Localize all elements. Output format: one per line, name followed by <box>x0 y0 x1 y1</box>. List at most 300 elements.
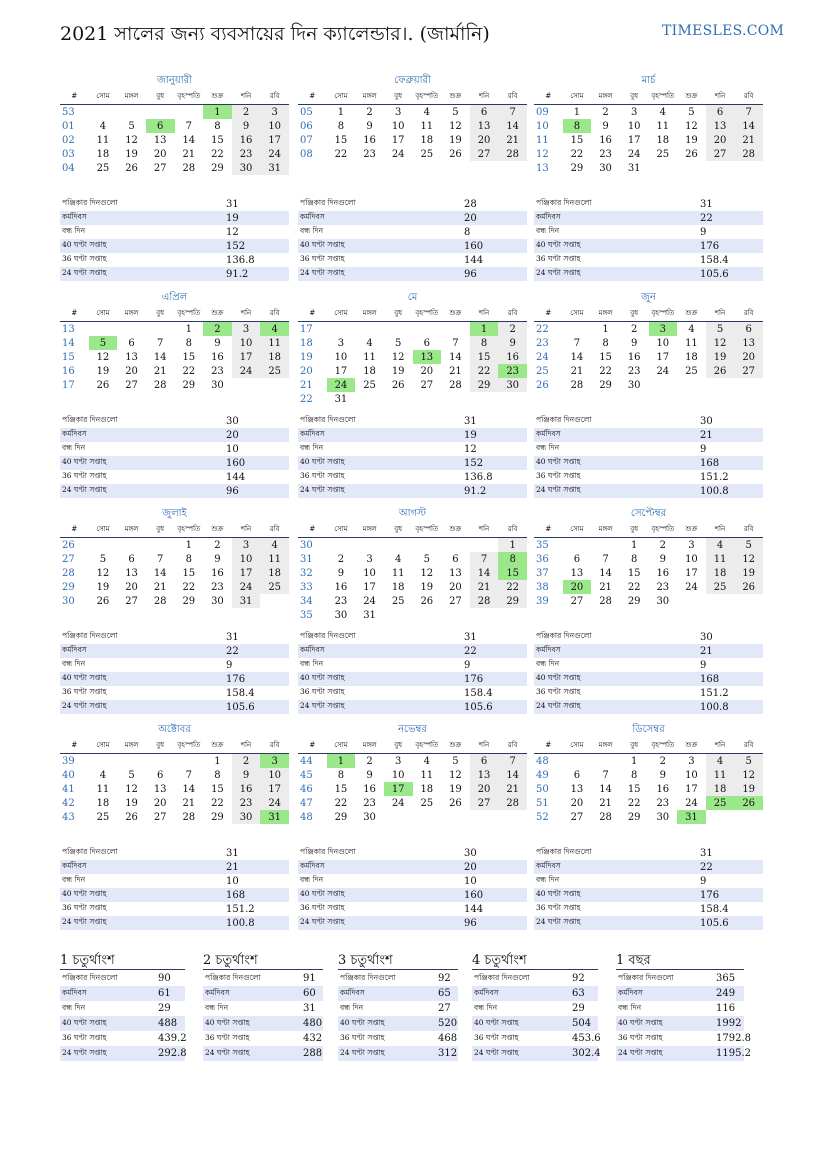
weekday-header: মঙ্গল <box>591 305 620 322</box>
stats-label: 36 ঘণ্টা সপ্তাহ <box>474 1032 519 1042</box>
weekday-header: # <box>534 305 563 322</box>
day-cell: 2 <box>232 754 261 769</box>
week-number: 31 <box>300 553 313 565</box>
stats-value: 30 <box>700 631 713 643</box>
weekday-header: শনি <box>706 305 735 322</box>
empty-day-cell <box>677 161 706 175</box>
day-cell: 31 <box>260 161 289 175</box>
stats-label: 40 ঘণ্টা সপ্তাহ <box>203 1016 303 1031</box>
day-cell: 19 <box>96 365 110 377</box>
empty-day-cell <box>232 378 261 392</box>
weekday-header: শনি <box>470 88 499 105</box>
stats-row <box>298 414 527 428</box>
empty-day-cell <box>260 378 289 392</box>
weekday-header: সোম <box>89 305 118 322</box>
weekday-header: বুধ <box>146 521 175 538</box>
day-cell: 3 <box>649 322 678 337</box>
day-cell: 12 <box>449 120 462 132</box>
stats-label: বন্ধ দিন <box>536 875 560 884</box>
day-cell: 2 <box>659 755 666 767</box>
weekday-header-row <box>298 737 527 754</box>
stats-value: 439.2 <box>158 1033 187 1044</box>
stats-label: বন্ধ দিন <box>62 659 86 668</box>
week-row <box>298 364 527 378</box>
day-cell: 19 <box>125 797 138 809</box>
stats-label: 40 ঘণ্টা সপ্তাহ <box>298 672 464 686</box>
month-calendar <box>534 506 763 608</box>
stats-row <box>616 986 744 1001</box>
day-cell: 27 <box>125 595 138 607</box>
stats-row <box>203 1046 323 1061</box>
month-days-table <box>534 737 763 824</box>
stats-value: 31 <box>303 1003 316 1014</box>
stats-value: 249 <box>716 986 744 1001</box>
day-cell: 25 <box>420 148 434 160</box>
day-cell: 17 <box>685 567 698 579</box>
stats-row <box>60 902 289 916</box>
stats-label: কর্মদিবস <box>203 986 303 1001</box>
stats-label: কর্মদিবস <box>616 986 716 1001</box>
day-cell: 20 <box>153 148 167 160</box>
empty-day-cell <box>563 754 592 769</box>
weekday-header: রবি <box>498 88 527 105</box>
stats-label: 40 ঘণ্টা সপ্তাহ <box>60 456 226 470</box>
stats-value: 9 <box>700 443 707 455</box>
day-cell: 19 <box>685 134 698 146</box>
week-number: 30 <box>300 539 313 551</box>
day-cell: 11 <box>420 769 434 781</box>
week-row <box>534 147 763 161</box>
stats-row <box>60 630 289 644</box>
empty-day-cell <box>117 538 146 553</box>
day-cell: 12 <box>734 768 763 782</box>
day-cell: 17 <box>627 134 641 146</box>
weekday-header: # <box>60 305 89 322</box>
day-cell: 31 <box>627 162 641 174</box>
day-cell: 2 <box>366 755 373 767</box>
day-cell: 31 <box>363 609 376 621</box>
stats-label: 40 ঘণ্টা সপ্তাহ <box>298 456 464 470</box>
stats-value: 22 <box>700 211 763 225</box>
week-number: 19 <box>300 351 313 363</box>
day-cell: 29 <box>627 595 641 607</box>
day-cell: 2 <box>659 539 666 551</box>
weekday-header: বৃহস্পতি <box>175 521 204 538</box>
empty-day-cell <box>355 538 384 553</box>
week-row <box>298 552 527 566</box>
day-cell: 25 <box>260 580 289 594</box>
week-number: 41 <box>62 783 75 795</box>
day-cell: 21 <box>599 797 612 809</box>
month-days-table <box>60 88 289 175</box>
day-cell: 5 <box>452 106 459 118</box>
week-row <box>60 552 289 566</box>
period-summary <box>338 951 458 1061</box>
stats-value: 31 <box>226 198 239 210</box>
empty-day-cell <box>470 538 499 553</box>
month-days-table <box>298 305 527 406</box>
day-cell: 17 <box>363 581 376 593</box>
day-cell: 13 <box>470 119 499 133</box>
day-cell: 8 <box>337 120 345 132</box>
stats-value: 365 <box>716 973 736 984</box>
day-cell: 28 <box>449 379 462 391</box>
day-cell: 24 <box>232 580 261 594</box>
day-cell: 6 <box>470 754 499 769</box>
weekday-header-row <box>60 521 289 538</box>
week-row <box>298 594 527 608</box>
stats-row <box>60 860 289 874</box>
empty-day-cell <box>498 810 527 824</box>
week-row <box>60 119 289 133</box>
day-cell: 26 <box>734 580 763 594</box>
empty-day-cell <box>117 105 146 120</box>
month-calendar <box>534 73 763 175</box>
stats-label: 36 ঘণ্টা সপ্তাহ <box>536 471 581 480</box>
stats-value: 168 <box>700 456 763 470</box>
week-row <box>60 378 289 392</box>
week-number: 33 <box>300 581 313 593</box>
stats-value: 160 <box>464 239 527 253</box>
week-number: 45 <box>300 769 313 781</box>
stats-value: 31 <box>226 631 239 643</box>
week-row <box>298 768 527 782</box>
day-cell: 6 <box>734 322 763 337</box>
period-stats-table <box>616 971 751 1061</box>
day-cell: 15 <box>599 351 612 363</box>
stats-label: 36 ঘণ্টা সপ্তাহ <box>536 687 581 696</box>
day-cell: 23 <box>232 147 261 161</box>
empty-day-cell <box>89 538 118 553</box>
day-cell: 17 <box>384 782 413 796</box>
weekday-header: সোম <box>327 88 356 105</box>
week-row <box>534 538 763 553</box>
day-cell: 18 <box>391 581 405 593</box>
empty-day-cell <box>146 538 175 553</box>
day-cell: 19 <box>125 148 138 160</box>
day-cell: 2 <box>337 553 345 565</box>
week-row <box>298 782 527 796</box>
week-number: 36 <box>536 553 549 565</box>
day-cell: 30 <box>232 161 261 175</box>
stats-row <box>60 846 289 860</box>
day-cell: 24 <box>232 364 261 378</box>
stats-row <box>534 267 763 281</box>
stats-value: 160 <box>464 888 527 902</box>
stats-row <box>534 414 763 428</box>
month-calendar <box>534 290 763 392</box>
day-cell: 4 <box>688 323 695 335</box>
week-number: 14 <box>62 337 75 349</box>
empty-day-cell <box>563 322 592 337</box>
stats-value: 158.4 <box>226 687 255 699</box>
stats-label: 36 ঘণ্টা সপ্তাহ <box>618 1032 663 1042</box>
stats-row <box>203 1031 323 1046</box>
day-cell: 18 <box>685 351 698 363</box>
stats-label: কর্মদিবস <box>472 986 572 1001</box>
stats-row <box>616 971 744 986</box>
stats-label: কর্মদিবস <box>60 428 226 442</box>
week-number: 32 <box>300 567 313 579</box>
empty-day-cell <box>734 594 763 608</box>
day-cell: 21 <box>182 797 196 809</box>
period-stats-table <box>203 971 323 1061</box>
week-number: 08 <box>300 148 313 160</box>
stats-label: বন্ধ দিন <box>536 659 560 668</box>
day-cell: 15 <box>182 567 196 579</box>
stats-label: পঞ্জিকার দিনগুলো <box>62 198 118 207</box>
period-stats-table <box>338 971 458 1061</box>
stats-label: 40 ঘণ্টা সপ্তাহ <box>60 1016 158 1031</box>
weekday-header: বৃহস্পতি <box>649 88 678 105</box>
period-title: 1 বছর <box>616 951 744 970</box>
stats-label: বন্ধ দিন <box>62 443 86 452</box>
weekday-header: শুক্র <box>677 305 706 322</box>
stats-value: 20 <box>464 211 527 225</box>
day-cell: 21 <box>449 365 462 377</box>
day-cell: 28 <box>599 811 612 823</box>
week-number: 35 <box>536 539 549 551</box>
day-cell: 18 <box>706 782 735 796</box>
day-cell: 1 <box>203 105 232 120</box>
day-cell: 16 <box>334 581 348 593</box>
weekday-header: বৃহস্পতি <box>649 737 678 754</box>
month-stats-table <box>298 846 527 930</box>
month-stats-table <box>534 197 763 281</box>
month-name: জানুয়ারী <box>157 75 192 86</box>
weekday-header-row <box>534 88 763 105</box>
week-row <box>60 350 289 364</box>
weekday-header: বুধ <box>620 737 649 754</box>
stats-value: 21 <box>700 644 763 658</box>
stats-value: 168 <box>226 888 289 902</box>
stats-value: 12 <box>464 443 477 455</box>
stats-value: 176 <box>464 672 527 686</box>
day-cell: 22 <box>211 797 224 809</box>
day-cell: 13 <box>570 567 584 579</box>
stats-label: কর্মদিবস <box>298 860 464 874</box>
stats-value: 151.2 <box>700 471 729 483</box>
day-cell: 7 <box>602 769 609 781</box>
day-cell: 4 <box>99 120 107 132</box>
stats-label: কর্মদিবস <box>534 644 700 658</box>
stats-label: পঞ্জিকার দিনগুলো <box>340 972 396 982</box>
day-cell: 6 <box>157 769 164 781</box>
week-number: 38 <box>536 581 549 593</box>
day-cell: 18 <box>363 365 376 377</box>
day-cell: 18 <box>420 783 434 795</box>
day-cell: 30 <box>599 162 612 174</box>
day-cell: 8 <box>185 337 192 349</box>
weekday-header: মঙ্গল <box>591 88 620 105</box>
day-cell: 13 <box>734 336 763 350</box>
day-cell: 14 <box>470 566 499 580</box>
weekday-header: বুধ <box>384 88 413 105</box>
stats-row <box>534 239 763 253</box>
stats-label: পঞ্জিকার দিনগুলো <box>205 972 261 982</box>
stats-label: বন্ধ দিন <box>300 226 324 235</box>
week-row <box>298 350 527 364</box>
stats-value: 105.6 <box>700 267 763 281</box>
stats-value: 31 <box>700 847 713 859</box>
empty-day-cell <box>706 594 735 608</box>
day-cell: 11 <box>260 336 289 350</box>
week-row <box>534 782 763 796</box>
weekday-header: শনি <box>470 737 499 754</box>
empty-day-cell <box>677 594 706 608</box>
weekday-header-row <box>60 305 289 322</box>
stats-row <box>298 197 527 211</box>
empty-day-cell <box>470 810 499 824</box>
stats-value: 12 <box>226 226 239 238</box>
day-cell: 28 <box>182 811 196 823</box>
day-cell: 10 <box>656 337 670 349</box>
day-cell: 10 <box>260 119 289 133</box>
empty-day-cell <box>470 608 499 622</box>
day-cell: 4 <box>706 538 735 553</box>
day-cell: 12 <box>96 567 110 579</box>
stats-label: কর্মদিবস <box>534 428 700 442</box>
stats-row <box>534 644 763 658</box>
empty-day-cell <box>384 608 413 622</box>
day-cell: 27 <box>470 796 499 810</box>
day-cell: 5 <box>423 553 430 565</box>
day-cell: 30 <box>211 595 224 607</box>
day-cell: 22 <box>498 580 527 594</box>
stats-label: 24 ঘণ্টা সপ্তাহ <box>60 1046 158 1061</box>
stats-row <box>534 860 763 874</box>
week-number: 22 <box>536 323 549 335</box>
day-cell: 9 <box>498 336 527 350</box>
empty-day-cell <box>441 810 470 824</box>
empty-day-cell <box>470 392 499 406</box>
week-number: 09 <box>536 106 549 118</box>
day-cell: 7 <box>470 552 499 566</box>
day-cell: 11 <box>96 134 110 146</box>
day-cell: 4 <box>706 754 735 769</box>
week-number: 04 <box>62 162 75 174</box>
empty-day-cell <box>175 754 204 769</box>
weekday-header: শুক্র <box>441 305 470 322</box>
weekday-header: বুধ <box>146 305 175 322</box>
day-cell: 19 <box>449 134 462 146</box>
day-cell: 18 <box>656 134 670 146</box>
day-cell: 28 <box>182 162 196 174</box>
day-cell: 21 <box>470 580 499 594</box>
week-row <box>298 566 527 580</box>
stats-value: 100.8 <box>700 484 763 498</box>
stats-value: 19 <box>464 428 527 442</box>
stats-value: 22 <box>464 644 527 658</box>
stats-value: 144 <box>226 471 246 483</box>
day-cell: 8 <box>470 336 499 350</box>
stats-value: 176 <box>700 888 763 902</box>
stats-value: 9 <box>464 659 471 671</box>
day-cell: 18 <box>96 797 110 809</box>
day-cell: 1 <box>498 538 527 553</box>
month-stats-table <box>60 197 289 281</box>
day-cell: 7 <box>452 337 459 349</box>
day-cell: 21 <box>734 133 763 147</box>
day-cell: 25 <box>96 162 110 174</box>
day-cell: 27 <box>706 147 735 161</box>
weekday-header: শনি <box>232 88 261 105</box>
day-cell: 6 <box>470 105 499 120</box>
day-cell: 11 <box>685 337 698 349</box>
stats-value: 292.8 <box>158 1048 187 1059</box>
day-cell: 23 <box>498 364 527 378</box>
week-number: 34 <box>300 595 313 607</box>
stats-label: কর্মদিবস <box>534 211 700 225</box>
day-cell: 8 <box>214 769 221 781</box>
stats-row <box>338 971 458 986</box>
stats-row <box>534 846 763 860</box>
day-cell: 8 <box>631 553 638 565</box>
stats-label: 36 ঘণ্টা সপ্তাহ <box>205 1032 250 1042</box>
day-cell: 8 <box>337 769 345 781</box>
day-cell: 24 <box>391 148 405 160</box>
day-cell: 9 <box>659 769 666 781</box>
page-title: 2021 সালের জন্য ব্যবসায়ের দিন ক্যালেন্ডার।. (জার্মানি) <box>60 23 490 45</box>
day-cell: 7 <box>573 337 581 349</box>
period-title: 3 চতুর্থাংশ <box>338 951 458 970</box>
day-cell: 14 <box>570 351 584 363</box>
stats-row <box>616 1016 744 1031</box>
week-number: 20 <box>300 365 313 377</box>
day-cell: 22 <box>334 148 348 160</box>
weekday-header: # <box>298 305 327 322</box>
stats-label: 40 ঘণ্টা সপ্তাহ <box>60 672 226 686</box>
week-row <box>60 768 289 782</box>
stats-row <box>60 686 289 700</box>
stats-row <box>60 971 185 986</box>
day-cell: 15 <box>627 567 641 579</box>
day-cell: 7 <box>185 769 192 781</box>
day-cell: 2 <box>602 106 609 118</box>
empty-day-cell <box>413 538 442 553</box>
day-cell: 23 <box>211 581 224 593</box>
day-cell: 22 <box>211 148 224 160</box>
day-cell: 11 <box>706 768 735 782</box>
day-cell: 26 <box>449 797 462 809</box>
month-stats-table <box>534 846 763 930</box>
week-row <box>298 119 527 133</box>
weekday-header: # <box>534 88 563 105</box>
weekday-header: মঙ্গল <box>117 305 146 322</box>
weekday-header: রবি <box>260 88 289 105</box>
day-cell: 3 <box>260 105 289 120</box>
week-row <box>60 364 289 378</box>
week-row <box>534 133 763 147</box>
day-cell: 14 <box>153 567 167 579</box>
weekday-header: শুক্র <box>203 305 232 322</box>
day-cell: 6 <box>128 553 135 565</box>
stats-value: 1195.2 <box>716 1048 751 1059</box>
day-cell: 15 <box>627 783 641 795</box>
stats-row <box>298 916 527 930</box>
day-cell: 19 <box>706 350 735 364</box>
stats-value: 152 <box>226 239 289 253</box>
empty-day-cell <box>706 810 735 824</box>
day-cell: 25 <box>656 148 670 160</box>
stats-row <box>60 644 289 658</box>
stats-label: 24 ঘণ্টা সপ্তাহ <box>472 1046 572 1061</box>
stats-label: কর্মদিবস <box>534 860 700 874</box>
weekday-header-row <box>60 88 289 105</box>
stats-label: কর্মদিবস <box>60 986 158 1001</box>
day-cell: 12 <box>125 134 138 146</box>
stats-label: বন্ধ দিন <box>536 443 560 452</box>
